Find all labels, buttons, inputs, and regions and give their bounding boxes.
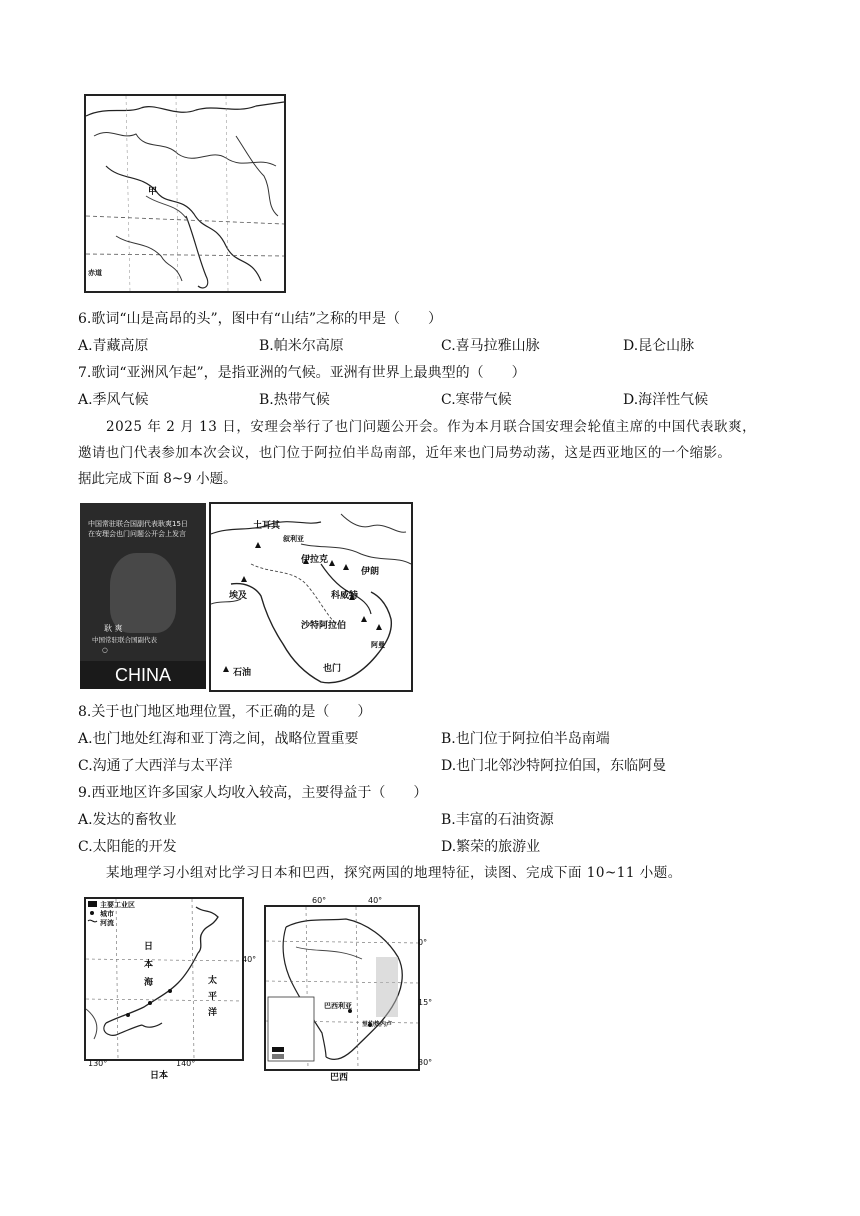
japan-legend-city: 城市 <box>100 910 114 918</box>
photo-name: 耿 爽 <box>104 624 123 633</box>
brazil-coord-0: 0° <box>418 938 428 947</box>
japan-sea-ben: 本 <box>144 960 154 970</box>
passage1-line3: 据此完成下面 8~9 小题。 <box>78 471 237 487</box>
japan-map-caption: 日本 <box>150 1071 169 1081</box>
q7-stem: 7.歌词“亚洲风乍起”，是指亚洲的气候。亚洲有世界上最典型的（ ） <box>78 365 526 381</box>
q7-option-d: D.海洋性气候 <box>623 392 709 408</box>
q8-stem: 8.关于也门地区地理位置，不正确的是（ ） <box>78 704 372 720</box>
q6-option-c: C.喜马拉雅山脉 <box>441 338 540 354</box>
brazil-map-drawing <box>266 907 418 1069</box>
q9-option-c: C.太阳能的开发 <box>78 839 177 855</box>
japan-sea-ri: 日 <box>144 942 154 952</box>
asia-map-label-equator: 赤道 <box>88 269 102 277</box>
q6-option-d: D.昆仑山脉 <box>623 338 695 354</box>
passage1-line2: 邀请也门代表参加本次会议，也门位于阿拉伯半岛南部，近年来也门局势动荡，这是西亚地区的一个缩影。 <box>78 445 732 461</box>
photo-china-bar: CHINA <box>80 661 206 689</box>
japan-coord-40: 40° <box>242 955 257 964</box>
west-asia-label-turkey: 土耳其 <box>253 521 281 531</box>
q7-option-c: C.寒带气候 <box>441 392 512 408</box>
asia-map-label-jia: 甲 <box>148 187 158 197</box>
q6-option-b: B.帕米尔高原 <box>259 338 344 354</box>
brazil-label-brasilia: 巴西利亚 <box>324 1002 352 1010</box>
west-asia-label-iran: 伊朗 <box>361 567 380 577</box>
q9-option-b: B.丰富的石油资源 <box>441 812 554 828</box>
photo-caption-line1: 中国常驻联合国副代表耿爽15日 <box>88 520 188 528</box>
photo-caption-line2: 在安理会也门问题公开会上发言 <box>88 530 186 538</box>
photo-portrait <box>110 553 176 633</box>
west-asia-label-kuwait: 科威特 <box>331 591 359 601</box>
west-asia-label-saudi: 沙特阿拉伯 <box>301 621 347 631</box>
q8-option-c: C.沟通了大西洋与太平洋 <box>78 758 233 774</box>
brazil-coord-15: 15° <box>418 998 433 1007</box>
brazil-coord-40: 40° <box>368 896 383 905</box>
japan-map <box>84 897 244 1061</box>
japan-coord-140: 140° <box>176 1059 196 1068</box>
q7-option-a: A.季风气候 <box>78 392 149 408</box>
asia-map-drawing <box>86 96 284 291</box>
q6-option-a: A.青藏高原 <box>78 338 149 354</box>
japan-legend-industrial: 主要工业区 <box>100 901 135 909</box>
japan-sea-hai: 海 <box>144 978 154 988</box>
passage2-text: 某地理学习小组对比学习日本和巴西，探究两国的地理特征，读图、完成下面 10~11 小题。 <box>106 865 682 881</box>
brazil-label-rio: 里约热内卢 <box>362 1021 393 1028</box>
q9-option-a: A.发达的畜牧业 <box>78 812 177 828</box>
west-asia-map <box>209 502 413 692</box>
asia-map <box>84 94 286 293</box>
q9-stem: 9.西亚地区许多国家人均收入较高，主要得益于（ ） <box>78 785 428 801</box>
brazil-coord-30: 30° <box>418 1058 433 1067</box>
passage1-line1: 2025 年 2 月 13 日，安理会举行了也门问题公开会。作为本月联合国安理会轮值主席的中国代表耿爽， <box>106 419 757 435</box>
japan-ocean-tai: 太 <box>208 976 218 986</box>
japan-ocean-ping: 平 <box>208 992 218 1002</box>
japan-legend-river: 河流 <box>100 919 114 927</box>
brazil-map-caption: 巴西 <box>330 1073 349 1083</box>
japan-ocean-yang: 洋 <box>208 1008 218 1018</box>
q9-option-d: D.繁荣的旅游业 <box>441 839 541 855</box>
brazil-map <box>264 905 420 1071</box>
west-asia-legend-oil: 石油 <box>233 668 252 678</box>
q7-option-b: B.热带气候 <box>259 392 330 408</box>
photo-geng-shuang <box>80 503 206 689</box>
q6-stem: 6.歌词“山是高昂的头”，图中有“山结”之称的甲是（ ） <box>78 311 442 327</box>
west-asia-label-yemen: 也门 <box>323 664 342 674</box>
q8-option-b: B.也门位于阿拉伯半岛南端 <box>441 731 610 747</box>
brazil-coord-60: 60° <box>312 896 327 905</box>
photo-sub: 中国常驻联合国副代表 <box>92 636 157 644</box>
west-asia-label-iraq: 伊拉克 <box>301 555 329 565</box>
photo-bottom-badge: ○ <box>102 646 108 654</box>
q8-option-a: A.也门地处红海和亚丁湾之间，战略位置重要 <box>78 731 359 747</box>
japan-coord-130: 130° <box>88 1059 108 1068</box>
west-asia-label-egypt: 埃及 <box>229 591 248 601</box>
west-asia-label-oman: 阿曼 <box>371 641 385 649</box>
q8-option-d: D.也门北邻沙特阿拉伯国，东临阿曼 <box>441 758 667 774</box>
west-asia-label-syria: 叙利亚 <box>283 535 304 543</box>
